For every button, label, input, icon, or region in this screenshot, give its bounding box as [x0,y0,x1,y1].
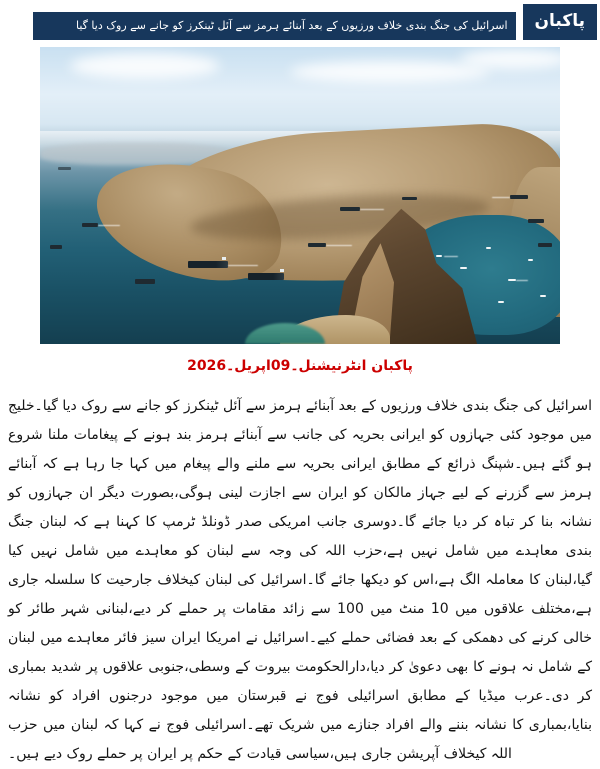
small-boat [508,279,516,281]
small-boat [486,247,491,249]
ship-wake [492,197,510,198]
small-boat [498,301,504,303]
tanker-bridge [280,269,284,272]
cloud-shape [70,53,220,79]
small-boat [528,259,533,261]
oil-tanker [188,261,228,268]
dateline: پاکبان انٹرنیشنل۔09اپریل۔2026 [187,358,413,374]
ship [510,195,528,199]
ship [340,207,360,211]
cloud-shape [460,49,560,69]
ship [50,245,62,249]
ship-wake [98,225,120,226]
ship [58,167,71,170]
ship [82,223,98,227]
ship-wake [360,209,384,210]
brand-logo[interactable]: پاکبان [523,4,598,40]
ship [528,219,544,223]
ship [402,197,417,200]
small-boat [540,295,546,297]
boat-wake [516,280,528,281]
small-boat [460,267,467,269]
cloud-shape [290,61,490,83]
article-headline: اسرائیل کی جنگ بندی خلاف ورزیوں کے بعد آبنائے ہرمز سے آئل ٹینکرز کو جانے سے روک دیا گیا [33,12,516,40]
ship [135,279,155,284]
article-photo [40,47,560,344]
article-body: اسرائیل کی جنگ بندی خلاف ورزیوں کے بعد آبنائے ہرمز سے آئل ٹینکرز کو جانے سے روک دیا گیا۔خلیج میں موجود کئی جہازوں کو ایرانی بحریہ کی جانب سے آبنائے ہرمز بند ہونے کے پیغامات ملنا شروع ہو گئے ہیں۔شپنگ ذرائع کے مطابق ایرانی بحریہ سے ملنے والے پیغام میں کہا جا رہا ہے کہ آبنائے ہرمز سے گزرنے کے لیے جہاز مالکان کو ایران سے اجازت لینی ہوگی،بصورت دیگر ان جہازوں کو نشانہ بنا کر تباہ کر دیا جائے گا۔دوسری جانب امریکی صدر ڈونلڈ ٹرمپ کا کہنا ہے کہ لبنان جنگ بندی معاہدے میں شامل نہیں ہے،حزب اللہ کی وجہ سے لبنان کو معاہدے میں شامل نہیں کیا گیا،لبنان کا معاملہ الگ ہے،اس کو دیکھا جائے گا۔اسرائیل کی لبنان کیخلاف جارحیت کا سلسلہ جاری ہے،مختلف علاقوں میں 10 منٹ میں 100 سے زائد مقامات پر حملے کر دیے،لبنانی شہر طائر کو خالی کرنے کی دھمکی کے بعد فضائی حملے کیے۔اسرائیل نے امریکا ایران سیز فائر معاہدے میں لبنان کے شامل نہ ہونے کا بھی دعویٰ کر دیا،دارالحکومت بیروت کے وسطی،جنوبی علاقوں پر شدید بمباری کر دی۔عرب میڈیا کے مطابق اسرائیلی فوج نے قبرستان میں موجود درجنوں افراد کو نشانہ بنایا،بمباری کا نشانہ بننے والے افراد جنازے میں شریک تھے۔اسرائیلی فوج نے کہا کہ لبنان میں حزب اللہ کیخلاف آپریشن جاری ہیں،سیاسی قیادت کے حکم پر ایران پر حملے روک دیے ہیں۔ [8,398,592,762]
ship [538,243,552,247]
oil-tanker [248,273,284,280]
boat-wake [444,256,458,257]
top-header-bar [0,0,600,40]
ship-wake [326,245,352,246]
small-boat [436,255,442,257]
tanker-bridge [222,257,226,260]
ship-wake [228,265,258,266]
ship [308,243,326,247]
